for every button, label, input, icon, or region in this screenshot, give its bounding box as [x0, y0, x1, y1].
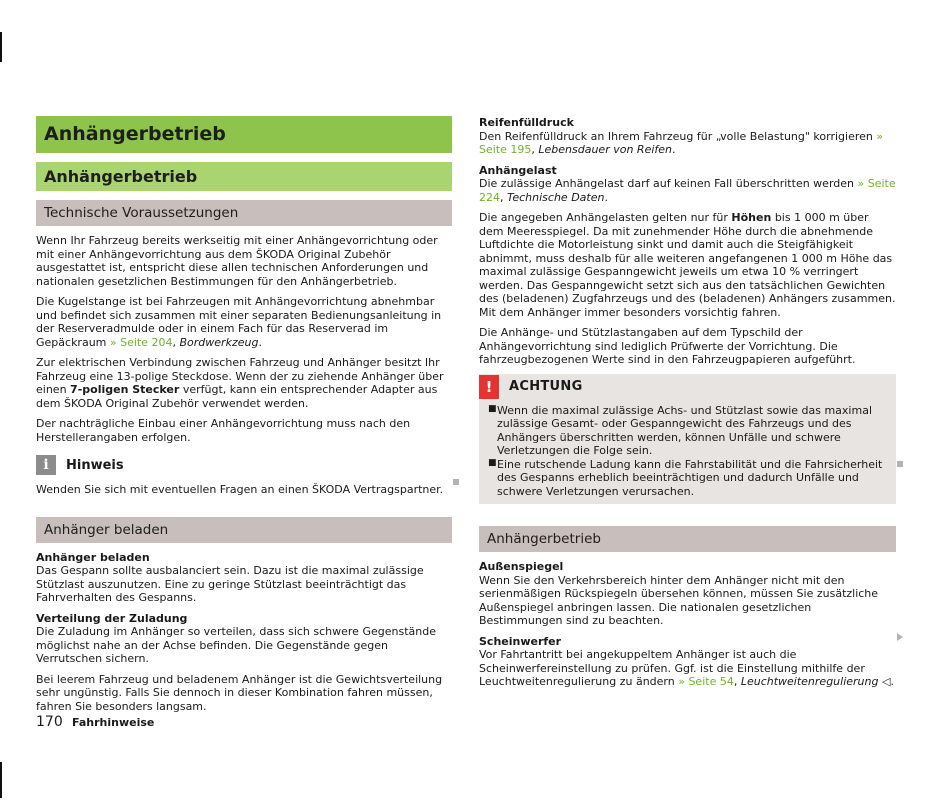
- paragraph: Außenspiegel Wenn Sie den Verkehrsbereich hinter dem Anhänger nicht mit den serienmäßigen Rückspiegeln übersehen können, müssen Sie zusätzliche Außenspiegel anbringen lassen. Die nationalen gesetzlichen Bestimmungen sind zu beachten.: [479, 560, 879, 627]
- paragraph: Anhängelast Die zulässige Anhängelast darf auf keinen Fall überschritten werden » Seite 224, Technische Daten.: [479, 163, 896, 204]
- paragraph: Anhänger beladen Das Gespann sollte ausbalanciert sein. Dazu ist die maximal zulässige Stützlast auszunutzen. Eine zu geringe Stützlast beeinträchtigt das Fahrverhalten des Gespanns.: [36, 550, 424, 604]
- page-section-label: Fahrhinweise: [72, 716, 155, 729]
- right-column: [479, 116, 896, 696]
- note-header: [36, 453, 452, 477]
- page-link[interactable]: » Seite 224: [479, 177, 896, 204]
- page-link[interactable]: » Seite 204: [109, 335, 173, 349]
- warning-body: [479, 400, 896, 499]
- note-text: Wenden Sie sich mit eventuellen Fragen an einen ŠKODA Vertragspartner.: [36, 483, 444, 496]
- warning-icon: !: [479, 375, 499, 399]
- list-item: ■ Wenn die maximal zulässige Achs- und Stützlast sowie das maximal zulässige Gesamt- oder Gespanngewicht des Fahrzeugs und des Anhängers überschritten werden, können Unfälle und schwere Verletzungen die Folge sein.: [488, 403, 873, 457]
- paragraph: Reifenfülldruck Den Reifenfülldruck an Ihrem Fahrzeug für „volle Belastung" korrigieren » Seite 195, Lebensdauer von Reifen.: [479, 116, 884, 156]
- paragraph: Die Anhänge- und Stützlastangaben auf dem Typschild der Anhängevorrichtung sind lediglich Prüfwerte der Vorrichtung. Die fahrzeugbezogenen Werte sind in den Fahrzeugpapieren aufgeführt.: [479, 326, 856, 366]
- subsection-heading-betrieb: Anhängerbetrieb: [479, 526, 896, 552]
- warning-header: [479, 374, 896, 400]
- paragraph: Die Kugelstange ist bei Fahrzeugen mit Anhängevorrichtung abnehmbar und befindet sich zusammen mit einer separaten Bedienungsanleitung in der Reserveradmulde oder in einem Fach für das Reserverad im Gepäckraum » Seite 204, Bordwerkzeug.: [36, 295, 442, 349]
- warning-box: [479, 374, 896, 505]
- continue-arrow-icon: [897, 633, 903, 641]
- paragraph: Die angegeben Anhängelasten gelten nur für Höhen bis 1 000 m über dem Meeresspiegel. Da mit zunehmender Höhe durch die abnehmende Luftdichte die Motorleistung sinkt und damit auch die Steigfähigkeit abnimmt, muss deshalb für alle weiteren angefangenen 1 000 m Höhe das maximal zulässige Gespanngewicht jeweils um etwa 10 % verringert werden. Das Gespanngewicht setzt sich aus den tatsächlichen Gewichten des (beladenen) Zugfahrzeugs und des (beladenen) Anhängers zusammen. Mit dem Anhänger immer besonders vorsichtig fahren.: [479, 211, 896, 319]
- left-column: [36, 116, 452, 720]
- chapter-heading: Anhängerbetrieb: [36, 116, 452, 153]
- info-icon: i: [36, 455, 56, 475]
- section-heading: Anhängerbetrieb: [36, 162, 452, 191]
- paragraph: Der nachträgliche Einbau einer Anhängevorrichtung muss nach den Herstellerangaben erfolgen.: [36, 417, 411, 444]
- crop-mark-bottom: [0, 762, 2, 798]
- page-link[interactable]: » Seite 195: [479, 129, 884, 156]
- page-number: 170: [36, 714, 63, 730]
- note-title: Hinweis: [66, 457, 124, 473]
- page-link[interactable]: » Seite 54: [678, 675, 734, 688]
- paragraph: Verteilung der Zuladung Die Zuladung im Anhänger so verteilen, dass sich schwere Gegenstände möglichst nahe an der Achse befinden. Die Gegenstände gegen Verrutschen sichern.: [36, 611, 436, 665]
- paragraph: Wenn Ihr Fahrzeug bereits werkseitig mit einer Anhängevorrichtung oder mit einer Anhängevorrichtung aus dem ŠKODA Original Zubehör ausgestattet ist, entspricht diese allen technischen Anforderungen und nationalen gesetzlichen Bestimmungen für den Anhängerbetrieb.: [36, 234, 438, 288]
- paragraph: Zur elektrischen Verbindung zwischen Fahrzeug und Anhänger besitzt Ihr Fahrzeug eine 13-polige Steckdose. Wenn der zu ziehende Anhänger über einen 7-poligen Stecker verfügt, kann ein entsprechender Adapter aus dem ŠKODA Original Zubehör verwendet werden.: [36, 356, 444, 410]
- list-item: ■ Eine rutschende Ladung kann die Fahrstabilität und die Fahrsicherheit des Gespanns erheblich beeinträchtigen und dadurch Unfälle und schwere Verletzungen verursachen.: [488, 457, 883, 498]
- end-mark-icon: [897, 461, 903, 467]
- end-mark-icon: [453, 479, 459, 485]
- paragraph: Scheinwerfer Vor Fahrtantritt bei angekuppeltem Anhänger ist auch die Scheinwerfereinstellung zu prüfen. Ggf. ist die Einstellung mithilfe der Leuchtweitenregulierung zu ändern » Seite 54, Leuchtweitenregulierung ◁.: [479, 634, 894, 688]
- subsection-heading-beladen: Anhänger beladen: [36, 517, 452, 543]
- crop-mark-top: [0, 32, 2, 62]
- subsection-heading-tech: Technische Voraussetzungen: [36, 200, 452, 226]
- warning-title: ACHTUNG: [509, 379, 583, 394]
- paragraph: Bei leerem Fahrzeug und beladenem Anhänger ist die Gewichtsverteilung sehr ungünstig. Falls Sie dennoch in dieser Kombination fahren müssen, fahren Sie besonders langsam.: [36, 672, 443, 713]
